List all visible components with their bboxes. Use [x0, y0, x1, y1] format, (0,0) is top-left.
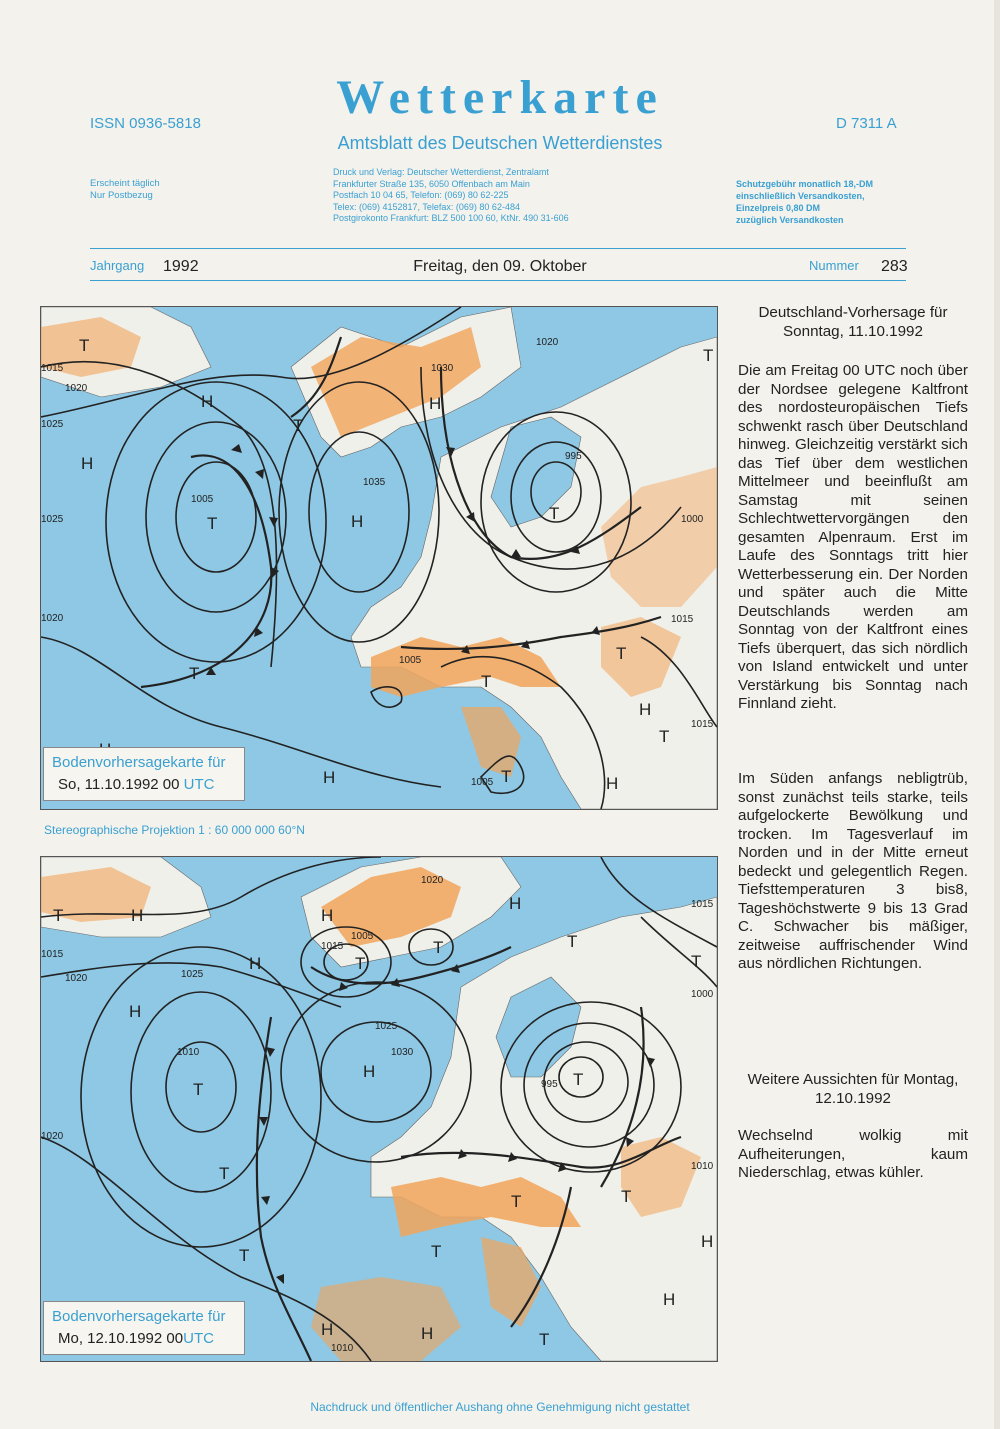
- svg-text:H: H: [421, 1324, 434, 1343]
- svg-text:1015: 1015: [41, 363, 64, 374]
- svg-text:T: T: [539, 1330, 550, 1349]
- svg-text:H: H: [249, 954, 262, 973]
- subscription-note: Erscheint täglich Nur Postbezug: [90, 178, 160, 201]
- forecast-map-sunday: [40, 306, 718, 810]
- svg-text:1025: 1025: [181, 969, 204, 980]
- svg-text:T: T: [355, 954, 366, 973]
- svg-text:T: T: [219, 1164, 230, 1183]
- svg-text:H: H: [321, 906, 334, 925]
- svg-text:H: H: [509, 894, 522, 913]
- svg-text:1000: 1000: [691, 989, 714, 1000]
- svg-text:T: T: [703, 346, 714, 365]
- svg-text:T: T: [293, 416, 304, 435]
- forecast-map-monday: [40, 856, 718, 1362]
- svg-text:H: H: [363, 1062, 376, 1081]
- svg-text:H: H: [201, 392, 214, 411]
- svg-text:1015: 1015: [321, 941, 344, 952]
- jahrgang-value: 1992: [163, 258, 199, 275]
- page-subtitle: Amtsblatt des Deutschen Wetterdienstes: [337, 133, 663, 153]
- svg-text:H: H: [323, 768, 336, 787]
- map-label-monday: Bodenvorhersagekarte für Mo, 12.10.1992 00UTC: [43, 1301, 245, 1355]
- svg-text:T: T: [501, 767, 512, 786]
- svg-text:1020: 1020: [65, 973, 88, 984]
- svg-text:1000: 1000: [681, 514, 704, 525]
- svg-text:1020: 1020: [65, 383, 88, 394]
- svg-text:1005: 1005: [191, 494, 214, 505]
- svg-text:H: H: [351, 512, 364, 531]
- svg-text:1020: 1020: [41, 613, 64, 624]
- svg-text:1005: 1005: [399, 655, 422, 666]
- svg-text:T: T: [433, 938, 444, 957]
- map-label-sunday: Bodenvorhersagekarte für So, 11.10.1992 00 UTC: [43, 747, 245, 801]
- svg-text:1015: 1015: [691, 719, 714, 730]
- svg-text:T: T: [691, 952, 702, 971]
- svg-text:1010: 1010: [177, 1047, 200, 1058]
- svg-text:T: T: [79, 336, 90, 355]
- outlook-heading: Weitere Aussichten für Montag, 12.10.1992: [747, 1071, 959, 1107]
- svg-text:H: H: [606, 774, 619, 793]
- svg-text:T: T: [549, 504, 560, 523]
- projection-note: Stereographische Projektion 1 : 60 000 000 60°N: [44, 823, 305, 837]
- svg-text:1020: 1020: [536, 337, 559, 348]
- svg-text:H: H: [321, 1320, 334, 1339]
- svg-text:1005: 1005: [471, 777, 494, 788]
- svg-text:T: T: [53, 906, 64, 925]
- svg-text:T: T: [616, 644, 627, 663]
- svg-text:T: T: [207, 514, 218, 533]
- svg-text:T: T: [431, 1242, 442, 1261]
- header-rule-top: [90, 248, 906, 249]
- publisher-info: Druck und Verlag: Deutscher Wetterdienst, Zentralamt Frankfurter Straße 135, 6050 Offenbach am Main Postfach 10 04 65, Telefon: (069) 80 62-225 Telex: (069) 4152817, Telefax: (069) 80 62-484 Postgirokonto Frankfurt: BLZ 500 100 60, KtNr. 490 31-606: [333, 167, 569, 223]
- outlook-text: Wechselnd wolkig mit Aufheiterungen, kaum Niederschlag, etwas kühler.: [738, 1127, 968, 1181]
- svg-text:T: T: [573, 1070, 584, 1089]
- svg-text:1025: 1025: [41, 514, 64, 525]
- footer-note: Nachdruck und öffentlicher Aushang ohne Genehmigung nicht gestattet: [310, 1400, 690, 1414]
- weather-map-graphic-1: [41, 307, 717, 809]
- svg-text:H: H: [131, 906, 144, 925]
- svg-text:T: T: [193, 1080, 204, 1099]
- svg-text:995: 995: [541, 1079, 558, 1090]
- svg-text:T: T: [481, 672, 492, 691]
- issn: ISSN 0936-5818: [90, 115, 201, 132]
- svg-text:T: T: [239, 1246, 250, 1265]
- svg-text:T: T: [567, 932, 578, 951]
- svg-text:1020: 1020: [41, 1131, 64, 1142]
- svg-text:1015: 1015: [691, 899, 714, 910]
- page-edge: [994, 0, 1000, 1429]
- svg-text:H: H: [129, 1002, 142, 1021]
- svg-text:1015: 1015: [41, 949, 64, 960]
- svg-text:1030: 1030: [391, 1047, 414, 1058]
- svg-text:H: H: [663, 1290, 676, 1309]
- svg-text:T: T: [511, 1192, 522, 1211]
- postal-code: D 7311 A: [836, 115, 897, 132]
- svg-text:T: T: [659, 727, 670, 746]
- svg-text:T: T: [621, 1187, 632, 1206]
- svg-text:1025: 1025: [41, 419, 64, 430]
- forecast-paragraph-2: Im Süden anfangs nebligtrüb, sonst zunächst teils starke, teils aufgelockerte Bewölkung und trocken. Im Tagesverlauf im Norden und in der Mitte erneut bedeckt und gelegentlich Regen. Tiefsttemperaturen 3 bis8, Tageshöchstwerte 9 bis 13 Grad C. Schwacher bis mäßiger, zeitweise auffrischender Wind aus nördlichen Richtungen.: [738, 770, 968, 972]
- svg-text:1030: 1030: [431, 363, 454, 374]
- svg-text:T: T: [189, 664, 200, 683]
- forecast-heading: Deutschland-Vorhersage für Sonntag, 11.10.1992: [758, 304, 948, 340]
- svg-text:H: H: [701, 1232, 714, 1251]
- nummer-label: Nummer: [809, 258, 859, 273]
- forecast-paragraph-1: Die am Freitag 00 UTC noch über der Nordsee gelegene Kaltfront des nordosteuropäischen Tiefs schwenkt rasch über Deutschland hinweg. Gleichzeitig verstärkt sich das Tief über dem westlichen Mittelmeer und beeinflußt am Samstag mit seinen Schlechtwettervorgängen den gesamten Alpenraum. Erst im Laufe des Sonntags tritt hier Wetterbesserung ein. Der Norden und später auch die Mitte Deutschlands werden am Sonntag von der Kaltfront eines Tiefs überquert, das sich nördlich von Island entwickelt und unter Verstärkung bis Sonntag nach Finnland zieht.: [738, 362, 968, 712]
- svg-text:H: H: [81, 454, 94, 473]
- svg-text:1020: 1020: [421, 875, 444, 886]
- svg-text:1035: 1035: [363, 477, 386, 488]
- svg-text:1015: 1015: [671, 614, 694, 625]
- issue-date: Freitag, den 09. Oktober: [413, 258, 587, 275]
- jahrgang-label: Jahrgang: [90, 258, 145, 273]
- page-title: Wetterkarte: [336, 71, 664, 124]
- svg-text:1025: 1025: [375, 1021, 398, 1032]
- svg-text:H: H: [639, 700, 652, 719]
- svg-text:995: 995: [565, 451, 582, 462]
- price-note: Schutzgebühr monatlich 18,-DM einschließlich Versandkosten, Einzelpreis 0,80 DM zuzüglich Versandkosten: [736, 179, 874, 225]
- weather-map-graphic-2: [41, 857, 717, 1361]
- svg-text:1005: 1005: [351, 931, 374, 942]
- header-rule-bottom: [90, 280, 906, 281]
- svg-text:1010: 1010: [331, 1343, 354, 1354]
- svg-text:1010: 1010: [691, 1161, 714, 1172]
- svg-text:H: H: [429, 394, 442, 413]
- nummer-value: 283: [881, 258, 908, 275]
